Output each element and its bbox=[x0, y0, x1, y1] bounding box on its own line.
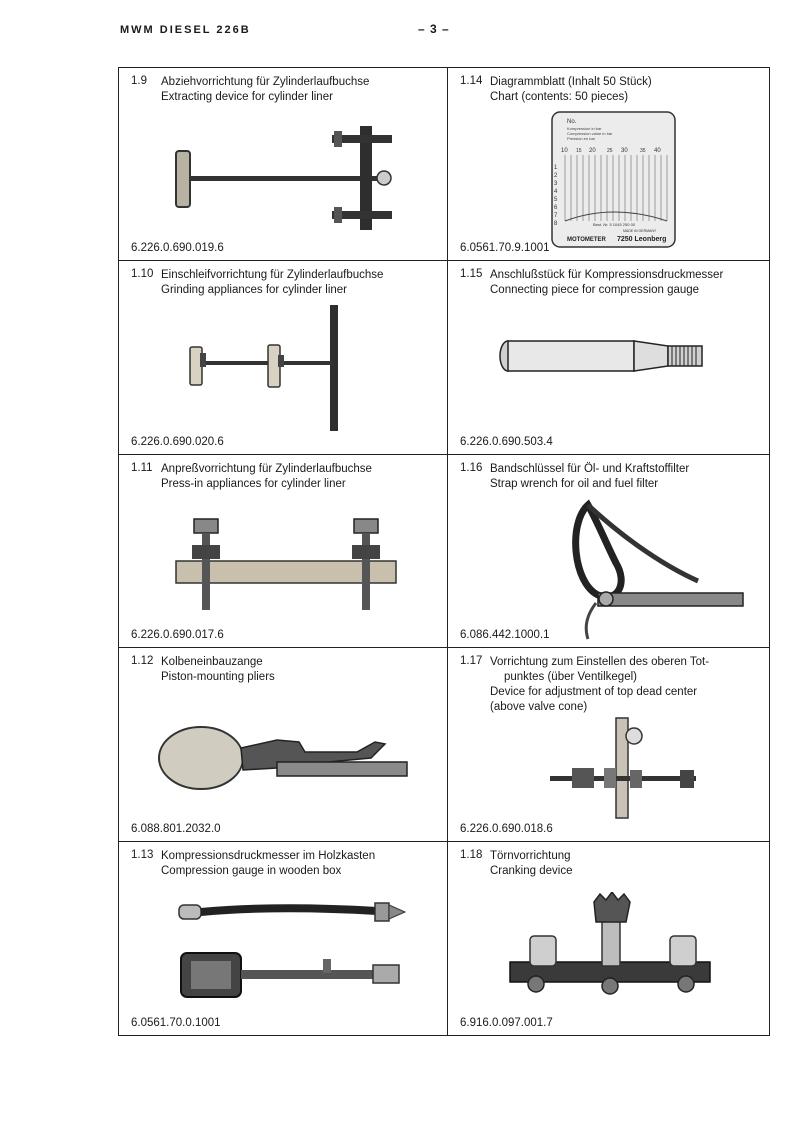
extracting-device-image bbox=[174, 123, 404, 233]
item-number: 1.15 bbox=[460, 268, 483, 281]
grinding-appliance-image bbox=[184, 301, 354, 436]
item-number: 1.18 bbox=[460, 848, 483, 861]
item-title bbox=[161, 655, 275, 685]
title-german: Diagrammblatt (Inhalt 50 Stück) bbox=[490, 76, 652, 88]
title-german: Törnvorrichtung bbox=[490, 849, 571, 862]
piston-pliers-image bbox=[157, 718, 412, 793]
scale-label-15: 15 bbox=[576, 148, 582, 154]
title-german: Anpreßvorrichtung für Zylinderlaufbuchse bbox=[161, 462, 372, 475]
title-english: Device for adjustment of top dead center bbox=[490, 686, 698, 699]
part-number: 6.916.0.097.001.7 bbox=[460, 1016, 553, 1029]
item-number: 1.9 bbox=[131, 75, 147, 87]
tool-cell-1-11 bbox=[119, 455, 448, 648]
strap-wrench-image bbox=[558, 493, 748, 643]
tool-cell-1-14 bbox=[448, 68, 769, 261]
card-line-1: Kompression in bar bbox=[567, 126, 602, 131]
connecting-piece-image bbox=[496, 336, 711, 376]
title-german: Einschleifvorrichtung für Zylinderlaufbuchse bbox=[161, 269, 384, 282]
item-number: 1.17 bbox=[460, 655, 483, 668]
scale-label-25: 25 bbox=[607, 148, 613, 154]
part-number: 6.226.0.690.018.6 bbox=[460, 822, 553, 835]
row-label-3: 3 bbox=[554, 181, 558, 187]
tool-cell-1-17 bbox=[448, 648, 769, 841]
tools-table bbox=[118, 67, 770, 1036]
press-in-appliance-image bbox=[174, 515, 399, 610]
item-number: 1.10 bbox=[131, 268, 154, 281]
scale-label-40: 40 bbox=[654, 148, 661, 154]
item-number: 1.12 bbox=[131, 655, 154, 668]
title-english: Chart (contents: 50 pieces) bbox=[490, 91, 629, 103]
part-number: 6.086.442.1000.1 bbox=[460, 629, 550, 642]
item-number: 1.14 bbox=[460, 75, 483, 87]
row-label-8: 8 bbox=[554, 221, 558, 227]
row-label-2: 2 bbox=[554, 173, 558, 179]
item-number: 1.16 bbox=[460, 461, 483, 474]
title-english: Grinding appliances for cylinder liner bbox=[161, 284, 348, 297]
title-german: Kolbeneinbauzange bbox=[161, 656, 263, 669]
row-label-1: 1 bbox=[554, 165, 558, 171]
tool-cell-1-12 bbox=[119, 648, 448, 841]
title-english: Compression gauge in wooden box bbox=[161, 864, 342, 877]
page-number: – 3 – bbox=[418, 22, 450, 36]
scale-label-20: 20 bbox=[589, 148, 596, 154]
tool-cell-1-15 bbox=[448, 261, 769, 454]
scale-label-30: 30 bbox=[621, 148, 628, 154]
chart-card-image bbox=[551, 111, 676, 248]
part-number: 6.226.0.690.019.6 bbox=[131, 242, 224, 255]
title-german: Bandschlüssel für Öl- und Kraftstoffilter bbox=[490, 462, 690, 475]
tool-cell-1-13 bbox=[119, 842, 448, 1035]
item-number: 1.13 bbox=[131, 848, 154, 861]
part-number: 6.0561.70.9.1001 bbox=[460, 242, 550, 255]
tool-cell-1-9 bbox=[119, 68, 448, 261]
item-title bbox=[490, 268, 723, 298]
card-city: 7250 Leonberg bbox=[617, 236, 667, 243]
title-german: Anschlußstück für Kompressionsdruckmesser bbox=[490, 269, 724, 282]
title-german: Abziehvorrichtung für Zylinderlaufbuchse bbox=[161, 76, 370, 88]
item-title bbox=[161, 462, 372, 492]
title-english-continued: (above valve cone) bbox=[490, 701, 588, 714]
item-title bbox=[490, 462, 689, 492]
part-number: 6.0561.70.0.1001 bbox=[131, 1016, 221, 1029]
tool-cell-1-10 bbox=[119, 261, 448, 454]
item-title bbox=[490, 75, 652, 105]
title-german-continued: punktes (über Ventilkegel) bbox=[504, 671, 637, 684]
part-number: 6.226.0.690.503.4 bbox=[460, 435, 553, 448]
row-label-5: 5 bbox=[554, 197, 558, 203]
title-english: Extracting device for cylinder liner bbox=[161, 91, 333, 103]
title-english: Press-in appliances for cylinder liner bbox=[161, 477, 346, 490]
title-german: Kompressionsdruckmesser im Holzkasten bbox=[161, 849, 376, 862]
item-number: 1.11 bbox=[131, 461, 153, 474]
card-line-3: Pression en bar bbox=[567, 136, 596, 141]
cranking-device-image bbox=[506, 892, 716, 1002]
card-line-2: Compression value in bar bbox=[567, 131, 613, 136]
title-english: Cranking device bbox=[490, 864, 573, 877]
scale-label-10: 10 bbox=[561, 148, 568, 154]
row-label-4: 4 bbox=[554, 189, 558, 195]
tool-cell-1-16 bbox=[448, 455, 769, 648]
item-title bbox=[161, 849, 375, 879]
item-title bbox=[490, 849, 572, 879]
scale-label-35: 35 bbox=[640, 148, 646, 154]
compression-gauge-image bbox=[177, 897, 412, 1002]
tool-cell-1-18 bbox=[448, 842, 769, 1035]
item-title bbox=[161, 268, 383, 298]
title-english: Piston-mounting pliers bbox=[161, 671, 275, 684]
row-label-7: 7 bbox=[554, 213, 558, 219]
row-label-6: 6 bbox=[554, 205, 558, 211]
card-origin: MADE IN GERMANY bbox=[623, 229, 657, 233]
card-line-no: No. bbox=[567, 119, 577, 125]
tdc-adjustment-device-image bbox=[548, 714, 698, 824]
title-german: Vorrichtung zum Einstellen des oberen Tot- bbox=[490, 656, 710, 669]
title-english: Strap wrench for oil and fuel filter bbox=[490, 477, 659, 490]
card-order-number: Best. Nr. 5 1045 250 00 bbox=[593, 222, 636, 227]
document-header-title: MWM DIESEL 226B bbox=[120, 24, 251, 36]
part-number: 6.088.801.2032.0 bbox=[131, 822, 221, 835]
item-title bbox=[490, 655, 709, 715]
item-title bbox=[161, 75, 369, 105]
title-english: Connecting piece for compression gauge bbox=[490, 284, 700, 297]
part-number: 6.226.0.690.017.6 bbox=[131, 629, 224, 642]
card-brand: MOTOMETER bbox=[567, 237, 606, 243]
part-number: 6.226.0.690.020.6 bbox=[131, 435, 224, 448]
